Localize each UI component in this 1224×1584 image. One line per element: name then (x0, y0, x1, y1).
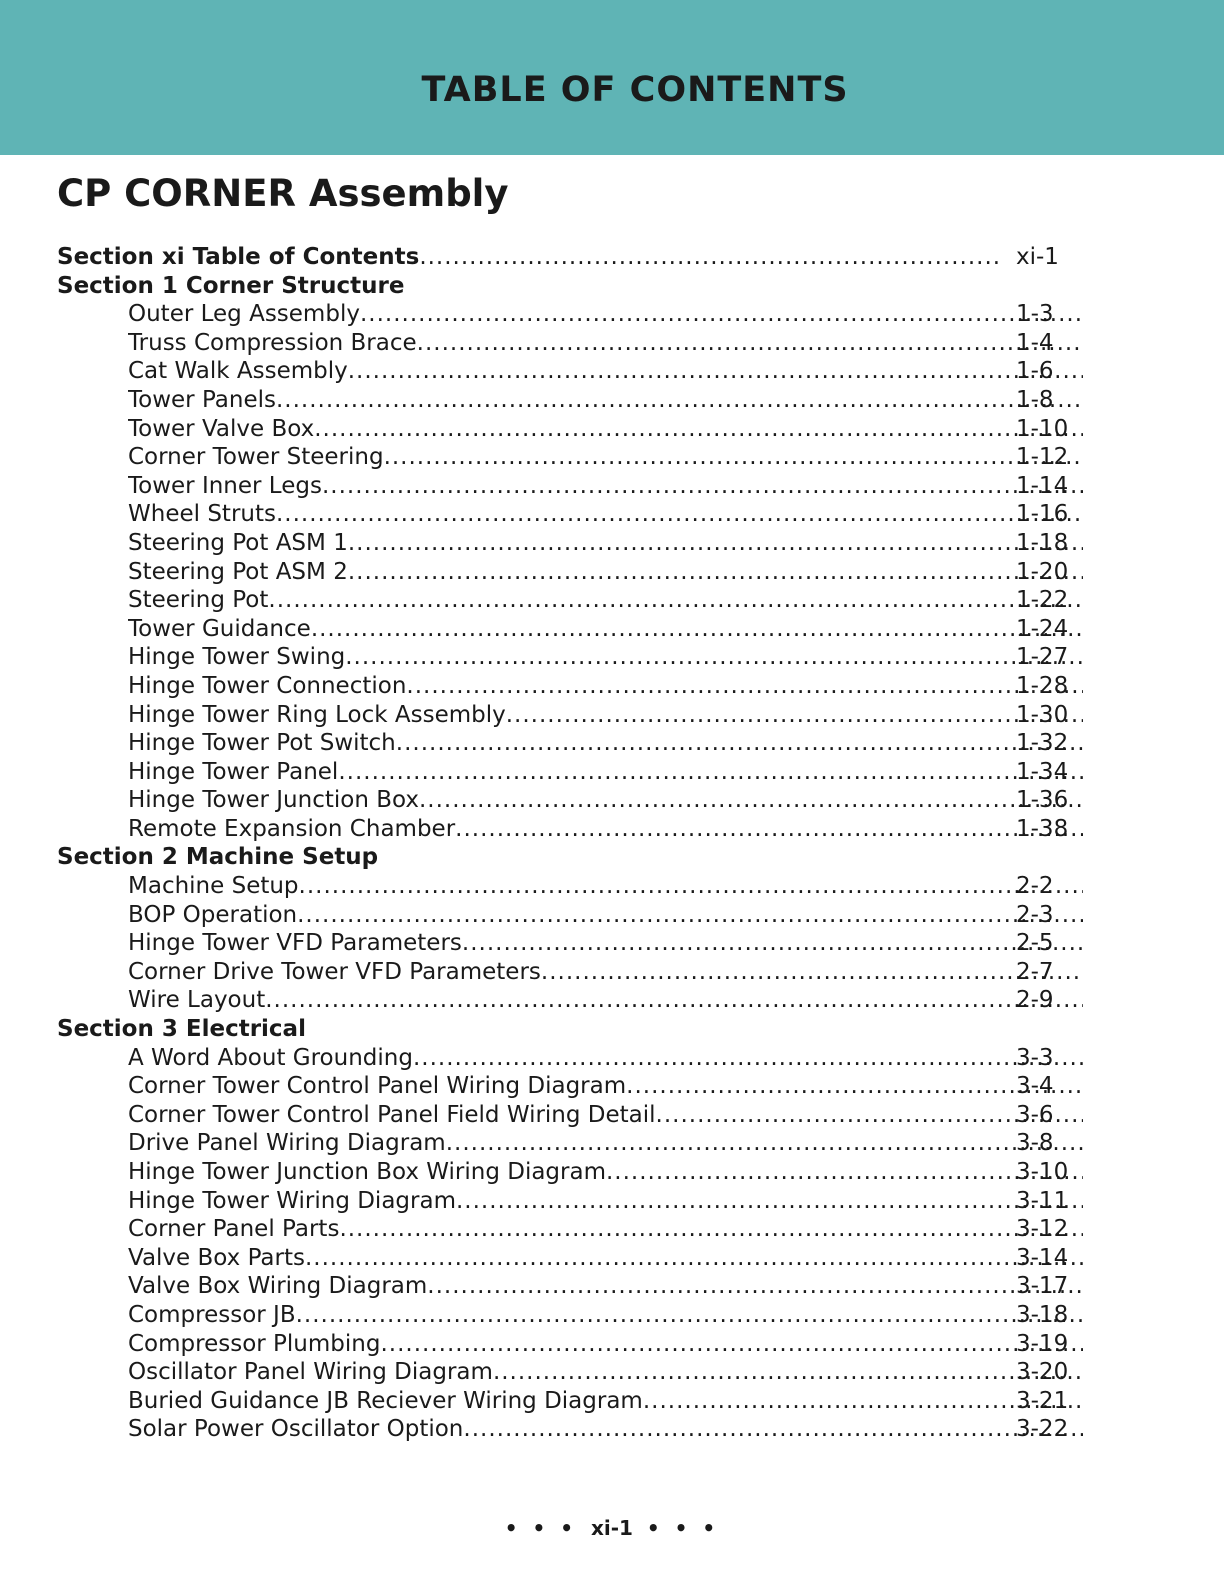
toc-page-number: 3-18 (1016, 1301, 1069, 1328)
toc-entry-label: Hinge Tower Pot Switch (128, 730, 396, 757)
toc-dot-leader (417, 329, 1083, 358)
toc-page-number: 3-12 (1016, 1216, 1069, 1243)
page-footer (0, 1516, 1224, 1540)
toc-page-number: 3-6 (1016, 1101, 1054, 1128)
toc-page-number: 3-19 (1016, 1330, 1069, 1357)
toc-entry-label: Compressor Plumbing (128, 1330, 381, 1357)
toc-entry-row[interactable] (57, 1330, 1087, 1359)
toc-entry-row[interactable] (57, 786, 1087, 815)
toc-dot-leader (268, 586, 1083, 615)
toc-entry-row[interactable] (57, 500, 1087, 529)
toc-entry-label: Valve Box Parts (128, 1244, 305, 1271)
footer-page-number: xi-1 (591, 1516, 633, 1540)
footer-dots-left: • • • (504, 1516, 578, 1540)
toc-page-number: 1-16 (1016, 501, 1069, 528)
toc-page-number: 1-6 (1016, 358, 1054, 385)
toc-page-number: 1-30 (1016, 701, 1069, 728)
toc-page-number: 2-2 (1016, 873, 1054, 900)
toc-page-number: 1-12 (1016, 444, 1069, 471)
toc-page-number: 1-4 (1016, 329, 1054, 356)
toc-entry-label: Hinge Tower Junction Box Wiring Diagram (128, 1159, 606, 1185)
toc-entry-row[interactable] (57, 758, 1087, 787)
toc-dot-leader (348, 558, 1083, 587)
toc-page-number: 3-8 (1016, 1130, 1054, 1157)
toc-entry-row[interactable] (57, 986, 1087, 1015)
toc-entry-label: Solar Power Oscillator Option (128, 1416, 464, 1443)
toc-page-number: 1-22 (1016, 587, 1069, 614)
toc-entry-label: Outer Leg Assembly (128, 301, 360, 328)
toc-entry-label: Steering Pot ASM 1 (128, 529, 348, 556)
toc-entry-row[interactable] (57, 472, 1087, 501)
toc-page-number: 2-9 (1016, 987, 1054, 1014)
toc-dot-leader (345, 643, 1083, 672)
toc-dot-leader (456, 1187, 1083, 1216)
toc-dot-leader (446, 1129, 1083, 1158)
toc-dot-leader (299, 872, 1083, 901)
toc-entry-row[interactable] (57, 672, 1087, 701)
toc-entry-row[interactable] (57, 1158, 1087, 1187)
toc-page-number: 2-7 (1016, 958, 1054, 985)
toc-entry-label: Hinge Tower Connection (128, 672, 407, 699)
toc-dot-leader (384, 443, 1083, 472)
toc-section-row[interactable] (57, 843, 1087, 872)
toc-dot-leader (396, 729, 1083, 758)
toc-page-number: 1-8 (1016, 386, 1054, 413)
toc-page-number: 1-20 (1016, 558, 1069, 585)
toc-entry-row[interactable] (57, 1415, 1087, 1444)
toc-dot-leader (276, 500, 1083, 529)
document-title: CP CORNER Assembly (57, 172, 509, 215)
toc-entry-row[interactable] (57, 1244, 1087, 1273)
toc-page-number: 3-21 (1016, 1387, 1069, 1414)
toc-entry-label: Corner Tower Control Panel Wiring Diagram (128, 1073, 627, 1100)
page-header-title: TABLE OF CONTENTS (421, 70, 849, 110)
toc-page-number: 3-14 (1016, 1244, 1069, 1271)
toc-page-number: 1-36 (1016, 787, 1069, 814)
toc-entry-label: Cat Walk Assembly (128, 358, 348, 385)
toc-section-label: Section 3 Electrical (57, 1016, 306, 1043)
toc-entry-label: A Word About Grounding (128, 1044, 413, 1071)
toc-entry-row[interactable] (57, 701, 1087, 730)
table-of-contents (57, 243, 1087, 1444)
toc-entry-label: Steering Pot (128, 587, 269, 614)
toc-dot-leader (406, 672, 1083, 701)
toc-page-number: 1-18 (1016, 529, 1069, 556)
toc-entry-label: Corner Tower Control Panel Field Wiring Detail (128, 1101, 656, 1128)
toc-dot-leader (606, 1158, 1083, 1187)
toc-section-row[interactable] (57, 243, 1087, 272)
toc-entry-row[interactable] (57, 386, 1087, 415)
toc-entry-label: Tower Valve Box (128, 415, 315, 442)
toc-entry-label: Compressor JB (128, 1301, 296, 1328)
toc-entry-row[interactable] (57, 901, 1087, 930)
toc-dot-leader (463, 1415, 1083, 1444)
toc-entry-row[interactable] (57, 329, 1087, 358)
toc-entry-row[interactable] (57, 1187, 1087, 1216)
toc-entry-row[interactable] (57, 1072, 1087, 1101)
toc-dot-leader (314, 415, 1083, 444)
toc-entry-row[interactable] (57, 1101, 1087, 1130)
toc-entry-row[interactable] (57, 1358, 1087, 1387)
toc-entry-label: Tower Panels (128, 386, 276, 413)
toc-entry-row[interactable] (57, 1301, 1087, 1330)
toc-dot-leader (413, 1044, 1083, 1073)
toc-dot-leader (296, 1301, 1083, 1330)
toc-entry-label: Truss Compression Brace (128, 329, 417, 356)
toc-entry-row[interactable] (57, 872, 1087, 901)
toc-entry-row[interactable] (57, 929, 1087, 958)
toc-entry-row[interactable] (57, 643, 1087, 672)
toc-entry-label: Corner Drive Tower VFD Parameters (128, 958, 541, 985)
toc-page-number: 1-14 (1016, 472, 1069, 499)
toc-entry-row[interactable] (57, 357, 1087, 386)
toc-entry-row[interactable] (57, 586, 1087, 615)
toc-dot-leader (455, 815, 1083, 844)
toc-page-number: 1-27 (1016, 644, 1069, 671)
toc-page-number: 3-3 (1016, 1044, 1054, 1071)
toc-entry-row[interactable] (57, 1129, 1087, 1158)
toc-entry-row[interactable] (57, 1272, 1087, 1301)
toc-page-number: 1-28 (1016, 672, 1069, 699)
toc-section-row[interactable] (57, 1015, 1087, 1044)
toc-page-number: 1-10 (1016, 415, 1069, 442)
toc-entry-row[interactable] (57, 815, 1087, 844)
toc-page-number: 1-34 (1016, 758, 1069, 785)
toc-page-number: 1-32 (1016, 730, 1069, 757)
toc-dot-leader (541, 958, 1083, 987)
toc-page-number: 1-38 (1016, 815, 1069, 842)
toc-dot-leader (493, 1358, 1083, 1387)
toc-page-number: 1-3 (1016, 301, 1054, 328)
toc-dot-leader (360, 300, 1083, 329)
toc-entry-row[interactable] (57, 1044, 1087, 1073)
toc-dot-leader (276, 386, 1083, 415)
toc-entry-label: Valve Box Wiring Diagram (128, 1273, 428, 1300)
toc-entry-row[interactable] (57, 415, 1087, 444)
toc-dot-leader (462, 929, 1083, 958)
toc-entry-row[interactable] (57, 615, 1087, 644)
toc-entry-label: BOP Operation (128, 901, 298, 928)
toc-dot-leader (305, 1244, 1083, 1273)
toc-dot-leader (348, 529, 1083, 558)
toc-entry-label: Corner Panel Parts (128, 1216, 340, 1243)
toc-dot-leader (506, 701, 1083, 730)
toc-section-label: Section xi Table of Contents (57, 244, 420, 270)
toc-dot-leader (427, 1272, 1083, 1301)
toc-page-number: 3-11 (1016, 1187, 1069, 1214)
toc-dot-leader (380, 1330, 1083, 1359)
toc-entry-row[interactable] (57, 729, 1087, 758)
toc-section-label: Section 2 Machine Setup (57, 844, 379, 871)
toc-entry-label: Wire Layout (128, 987, 266, 1014)
toc-entry-label: Machine Setup (128, 873, 299, 900)
toc-dot-leader (348, 357, 1083, 386)
toc-dot-leader (265, 986, 1083, 1015)
toc-entry-label: Hinge Tower Ring Lock Assembly (128, 701, 506, 728)
toc-dot-leader (311, 615, 1083, 644)
toc-dot-leader (338, 758, 1083, 787)
toc-section-row[interactable] (57, 272, 1087, 301)
toc-page-number: 3-22 (1016, 1416, 1069, 1443)
toc-entry-label: Hinge Tower Junction Box (128, 787, 419, 814)
toc-entry-row[interactable] (57, 558, 1087, 587)
toc-entry-label: Oscillator Panel Wiring Diagram (128, 1359, 493, 1386)
toc-entry-row[interactable] (57, 1387, 1087, 1416)
toc-dot-leader (297, 901, 1083, 930)
toc-page-number: 3-20 (1016, 1359, 1069, 1386)
toc-entry-label: Hinge Tower Panel (128, 758, 339, 785)
toc-dot-leader (626, 1072, 1083, 1101)
toc-dot-leader (339, 1215, 1083, 1244)
toc-entry-label: Steering Pot ASM 2 (128, 558, 348, 585)
toc-entry-label: Hinge Tower Wiring Diagram (128, 1187, 456, 1214)
toc-entry-row[interactable] (57, 529, 1087, 558)
toc-entry-label: Buried Guidance JB Reciever Wiring Diagram (128, 1387, 643, 1414)
toc-entry-row[interactable] (57, 1215, 1087, 1244)
toc-dot-leader (419, 786, 1083, 815)
toc-entry-label: Wheel Struts (128, 501, 276, 528)
toc-dot-leader (419, 243, 1002, 272)
toc-page-number: xi-1 (1016, 244, 1059, 270)
toc-dot-leader (322, 472, 1083, 501)
toc-entry-row[interactable] (57, 300, 1087, 329)
toc-entry-row[interactable] (57, 958, 1087, 987)
toc-page-number: 2-3 (1016, 901, 1054, 928)
toc-entry-label: Hinge Tower Swing (128, 644, 346, 671)
toc-page-number: 3-10 (1016, 1159, 1069, 1185)
toc-page-number: 1-24 (1016, 615, 1069, 642)
toc-page-number: 3-4 (1016, 1073, 1054, 1100)
toc-section-label: Section 1 Corner Structure (57, 272, 405, 299)
toc-page-number: 3-17 (1016, 1273, 1069, 1300)
toc-entry-label: Remote Expansion Chamber (128, 815, 456, 842)
toc-entry-label: Drive Panel Wiring Diagram (128, 1130, 446, 1157)
toc-entry-label: Tower Guidance (128, 615, 311, 642)
toc-page-number: 2-5 (1016, 930, 1054, 957)
toc-entry-label: Tower Inner Legs (128, 472, 322, 499)
toc-entry-row[interactable] (57, 443, 1087, 472)
toc-entry-label: Corner Tower Steering (128, 444, 384, 471)
footer-dots-right: • • • (646, 1516, 720, 1540)
toc-entry-label: Hinge Tower VFD Parameters (128, 930, 462, 957)
